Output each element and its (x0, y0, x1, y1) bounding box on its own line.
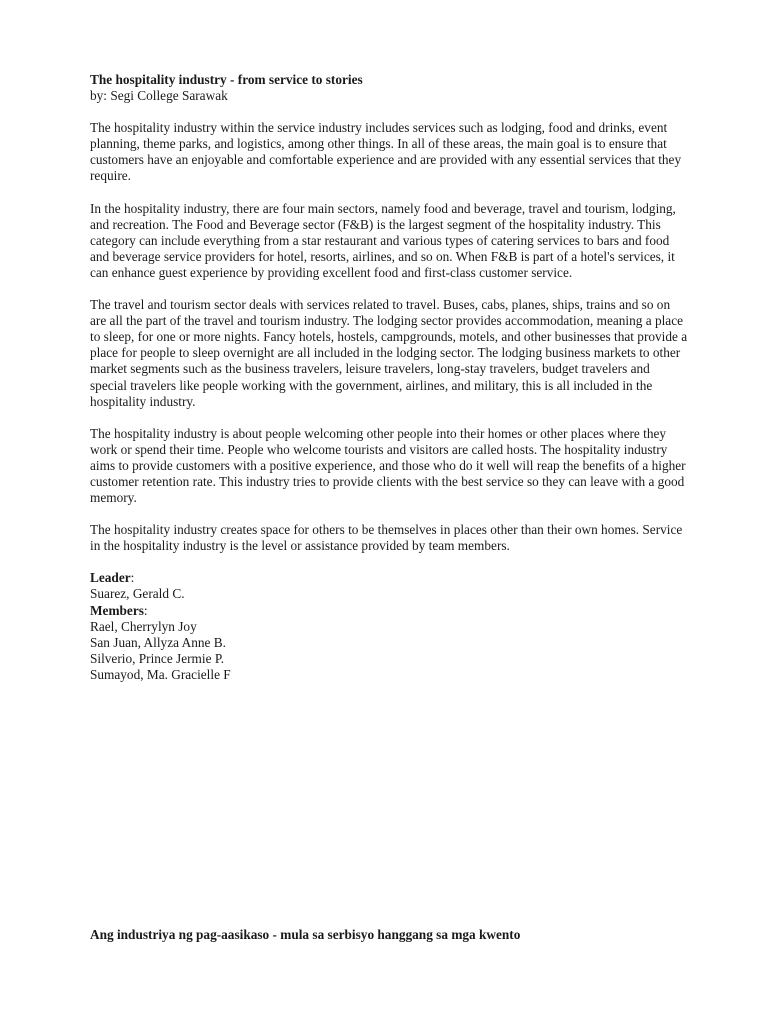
leader-heading (90, 570, 688, 586)
document-title: The hospitality industry - from service to stories (90, 72, 363, 87)
leader-label: Leader (90, 570, 131, 586)
paragraph-travel-lodging: The travel and tourism sector deals with services related to travel. Buses, cabs, planes, ships, trains and so on are all the part of the travel and tourism industry. The lodging sector provides accommodation, meaning a place to sleep, for one or more nights. Fancy hotels, hostels, campgrounds, motels, and other businesses that provide a place for people to sleep overnight are all included in the lodging sector. The lodging business markets to other market segments such as the business travelers, leisure travelers, long-stay travelers, budget travelers and special travelers like people working with the government, airlines, and military, this is all included in the hospitality industry. (90, 297, 688, 409)
leader-colon: : (130, 570, 135, 586)
leader-name: Suarez, Gerald C. (90, 586, 185, 602)
members-heading (90, 603, 688, 619)
member-name: Rael, Cherrylyn Joy (90, 618, 197, 634)
footer-title: Ang industriya ng pag-aasikaso - mula sa serbisyo hanggang sa mga kwento (90, 927, 521, 942)
member-name: Silverio, Prince Jermie P. (90, 650, 225, 666)
team-list (90, 570, 688, 683)
members-colon: : (143, 602, 148, 618)
paragraph-hosts: The hospitality industry is about people welcoming other people into their homes or other places where they work or spend their time. People who welcome tourists and visitors are called hosts. The hospitality industry aims to provide customers with a positive experience, and those who do it well will reap the benefits of a higher customer retention rate. This industry tries to provide clients with the best service so they can leave with a good memory. (90, 425, 686, 506)
paragraph-space: The hospitality industry creates space for others to be themselves in places other than their own homes. Service in the hospitality industry is the level or assistance provided by team members. (90, 522, 683, 554)
title-block (90, 72, 688, 104)
paragraph-intro: The hospitality industry within the service industry includes services such as lodging, food and drinks, event planning, theme parks, and logistics, among other things. In all of these areas, the main goal is to ensure that customers have an enjoyable and comfortable experience and are provided with any essential services that they require. (90, 120, 682, 184)
document-byline: by: Segi College Sarawak (90, 88, 228, 104)
paragraph-sectors: In the hospitality industry, there are four main sectors, namely food and beverage, travel and tourism, lodging, and recreation. The Food and Beverage sector (F&B) is the largest segment of the hospitality industry. This category can include everything from a star restaurant and various types of catering services to bars and food and beverage service providers for hotel, resorts, airlines, and so on. When F&B is part of a hotel's services, it can enhance guest experience by providing excellent food and first-class customer service. (90, 200, 676, 280)
member-name: Sumayod, Ma. Gracielle F (90, 666, 231, 682)
members-label: Members (90, 602, 144, 618)
member-name: San Juan, Allyza Anne B. (90, 634, 226, 650)
